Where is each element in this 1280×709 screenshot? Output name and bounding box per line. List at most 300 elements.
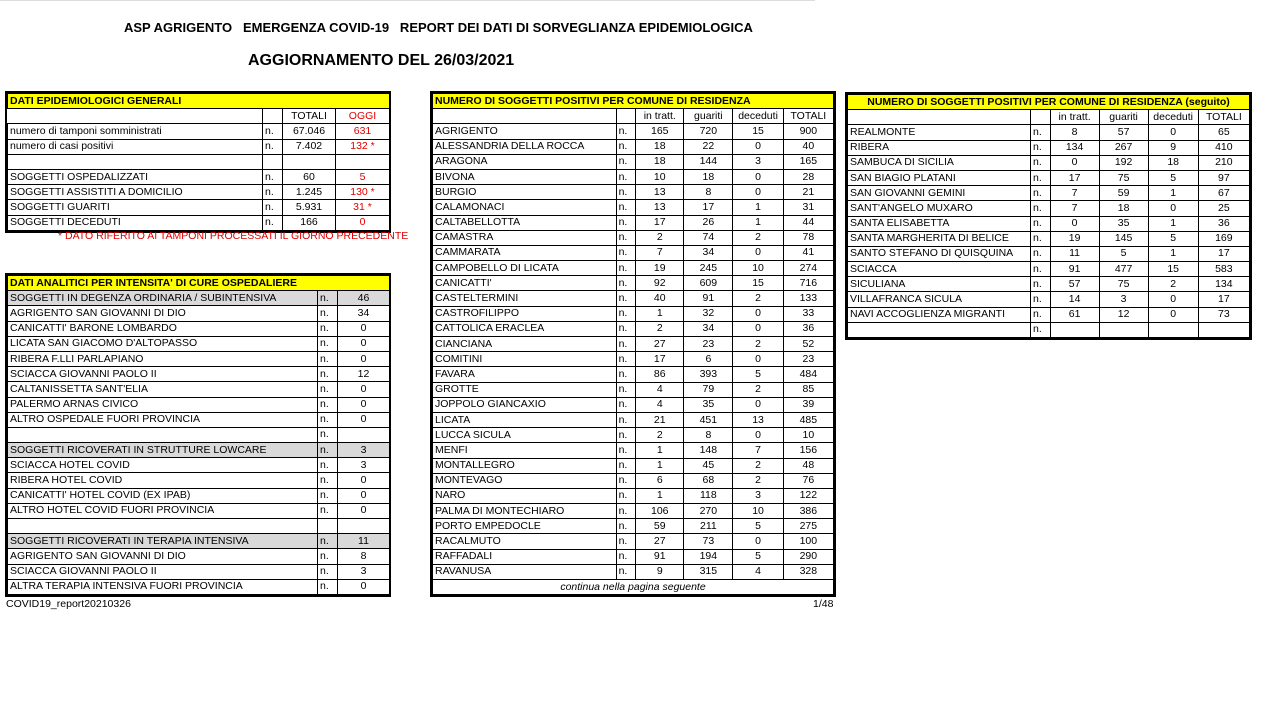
deceduti: 10 xyxy=(733,261,783,276)
comune-name: SANTA MARGHERITA DI BELICE xyxy=(848,231,1031,246)
totali: 48 xyxy=(783,458,833,473)
guariti: 477 xyxy=(1099,262,1148,277)
in-trattamento: 27 xyxy=(636,337,684,352)
comune-name: NAVI ACCOGLIENZA MIGRANTI xyxy=(848,307,1031,322)
comune-row xyxy=(433,473,834,488)
column-header: in tratt. xyxy=(636,109,684,124)
row-value: 0 xyxy=(338,412,390,427)
totali: 10 xyxy=(783,428,833,443)
comune-row xyxy=(433,382,834,397)
comune-name: SANTO STEFANO DI QUISQUINA xyxy=(848,246,1031,261)
in-trattamento: 0 xyxy=(1050,155,1099,170)
continua-note: continua nella pagina seguente xyxy=(433,580,834,595)
guariti: 12 xyxy=(1099,307,1148,322)
in-trattamento: 10 xyxy=(636,169,684,184)
totali: 134 xyxy=(1198,277,1249,292)
totali: 169 xyxy=(1198,231,1249,246)
comune-name: SAN GIOVANNI GEMINI xyxy=(848,186,1031,201)
guariti: 17 xyxy=(684,200,733,215)
hospital-row xyxy=(8,306,390,321)
comune-row xyxy=(433,276,834,291)
deceduti: 0 xyxy=(733,306,783,321)
comune-row xyxy=(433,443,834,458)
row-unit: n. xyxy=(318,306,338,321)
comune-row xyxy=(848,277,1250,292)
row-oggi: 631 xyxy=(336,124,390,139)
guariti: 34 xyxy=(684,245,733,260)
guariti: 6 xyxy=(684,352,733,367)
row-unit: n. xyxy=(318,579,338,594)
guariti: 59 xyxy=(1099,186,1148,201)
deceduti: 3 xyxy=(733,154,783,169)
comune-name xyxy=(848,322,1031,337)
deceduti: 10 xyxy=(733,504,783,519)
deceduti: 0 xyxy=(733,321,783,336)
row-label: SOGGETTI GUARITI xyxy=(8,200,263,215)
footer-page: 1/48 xyxy=(813,598,834,610)
row-total: 5.931 xyxy=(283,200,336,215)
row-label: PALERMO ARNAS CIVICO xyxy=(8,397,318,412)
totali: 33 xyxy=(783,306,833,321)
comune-row xyxy=(433,352,834,367)
comune-name: NARO xyxy=(433,488,617,503)
hospital-heading: DATI ANALITICI PER INTENSITA' DI CURE OSPEDALIERE xyxy=(8,276,390,291)
comune-name: BIVONA xyxy=(433,169,617,184)
comune-row xyxy=(848,155,1250,170)
row-label: ALTRA TERAPIA INTENSIVA FUORI PROVINCIA xyxy=(8,579,318,594)
comune-row xyxy=(433,321,834,336)
guariti: 5 xyxy=(1099,246,1148,261)
deceduti: 0 xyxy=(1148,307,1198,322)
row-unit: n. xyxy=(616,337,636,352)
totali: 78 xyxy=(783,230,833,245)
row-unit: n. xyxy=(318,564,338,579)
row-unit: n. xyxy=(616,215,636,230)
totali: 484 xyxy=(783,367,833,382)
guariti: 75 xyxy=(1099,277,1148,292)
row-value: 0 xyxy=(338,579,390,594)
row-unit: n. xyxy=(318,351,338,366)
in-trattamento: 19 xyxy=(636,261,684,276)
guariti: 74 xyxy=(684,230,733,245)
hospital-row xyxy=(8,503,390,518)
comune-name: LICATA xyxy=(433,412,617,427)
comune-name: CALAMONACI xyxy=(433,200,617,215)
row-oggi: 0 xyxy=(336,215,390,230)
row-label: CALTANISSETTA SANT'ELIA xyxy=(8,382,318,397)
comuni-heading: NUMERO DI SOGGETTI POSITIVI PER COMUNE DI RESIDENZA xyxy=(433,94,834,109)
in-trattamento: 6 xyxy=(636,473,684,488)
comune-row xyxy=(433,564,834,579)
hospital-row xyxy=(8,443,390,458)
row-unit: n. xyxy=(616,185,636,200)
totali: 65 xyxy=(1198,125,1249,140)
guariti: 451 xyxy=(684,412,733,427)
row-value: 3 xyxy=(338,458,390,473)
totali: 67 xyxy=(1198,186,1249,201)
guariti: 145 xyxy=(1099,231,1148,246)
in-trattamento: 57 xyxy=(1050,277,1099,292)
deceduti: 0 xyxy=(733,245,783,260)
row-unit: n. xyxy=(616,169,636,184)
comune-row xyxy=(433,139,834,154)
deceduti: 2 xyxy=(733,337,783,352)
deceduti: 5 xyxy=(733,367,783,382)
row-label: SOGGETTI ASSISTITI A DOMICILIO xyxy=(8,185,263,200)
comune-name: MONTEVAGO xyxy=(433,473,617,488)
row-unit: n. xyxy=(616,367,636,382)
row-unit: n. xyxy=(616,154,636,169)
totali: 17 xyxy=(1198,246,1249,261)
row-unit: n. xyxy=(616,245,636,260)
row-value: 34 xyxy=(338,306,390,321)
row-value: 11 xyxy=(338,534,390,549)
deceduti: 2 xyxy=(733,230,783,245)
hospital-row xyxy=(8,367,390,382)
hospital-row xyxy=(8,458,390,473)
column-header-row xyxy=(848,110,1250,125)
row-value: 8 xyxy=(338,549,390,564)
deceduti: 5 xyxy=(733,519,783,534)
comune-name: AGRIGENTO xyxy=(433,124,617,139)
guariti: 57 xyxy=(1099,125,1148,140)
deceduti: 0 xyxy=(733,397,783,412)
in-trattamento: 0 xyxy=(1050,216,1099,231)
row-oggi: 132 * xyxy=(336,139,390,154)
row-label: SOGGETTI RICOVERATI IN TERAPIA INTENSIVA xyxy=(8,534,318,549)
row-unit: n. xyxy=(318,443,338,458)
totali: 44 xyxy=(783,215,833,230)
row-unit: n. xyxy=(1030,246,1050,261)
row-unit xyxy=(318,519,338,534)
deceduti: 2 xyxy=(733,382,783,397)
in-trattamento: 1 xyxy=(636,306,684,321)
row-label: RIBERA HOTEL COVID xyxy=(8,473,318,488)
guariti: 148 xyxy=(684,443,733,458)
guariti: 45 xyxy=(684,458,733,473)
deceduti: 3 xyxy=(733,488,783,503)
row-unit: n. xyxy=(318,549,338,564)
guariti: 118 xyxy=(684,488,733,503)
totali: 85 xyxy=(783,382,833,397)
totali: 410 xyxy=(1198,140,1249,155)
row-unit: n. xyxy=(1030,216,1050,231)
comune-row xyxy=(848,201,1250,216)
row-label: numero di tamponi somministrati xyxy=(8,124,263,139)
guariti: 18 xyxy=(1099,201,1148,216)
row-oggi: 31 * xyxy=(336,200,390,215)
guariti: 32 xyxy=(684,306,733,321)
deceduti: 1 xyxy=(1148,246,1198,261)
deceduti: 13 xyxy=(733,412,783,427)
deceduti xyxy=(1148,322,1198,337)
comune-row xyxy=(848,125,1250,140)
totali: 21 xyxy=(783,185,833,200)
comune-row xyxy=(433,306,834,321)
row-value: 0 xyxy=(338,397,390,412)
row-unit xyxy=(263,154,283,169)
comune-name: MENFI xyxy=(433,443,617,458)
comune-name: ALESSANDRIA DELLA ROCCA xyxy=(433,139,617,154)
totali: 52 xyxy=(783,337,833,352)
comune-name: REALMONTE xyxy=(848,125,1031,140)
row-label xyxy=(8,427,318,442)
guariti: 68 xyxy=(684,473,733,488)
deceduti: 0 xyxy=(1148,125,1198,140)
totali: 900 xyxy=(783,124,833,139)
row-unit: n. xyxy=(616,458,636,473)
comune-name: BURGIO xyxy=(433,185,617,200)
row-oggi xyxy=(336,154,390,169)
guariti: 79 xyxy=(684,382,733,397)
general-data-box xyxy=(5,91,391,233)
hospital-row xyxy=(8,549,390,564)
row-unit: n. xyxy=(616,291,636,306)
comune-name: LUCCA SICULA xyxy=(433,428,617,443)
deceduti: 15 xyxy=(1148,262,1198,277)
row-total xyxy=(283,154,336,169)
row-label: CANICATTI' BARONE LOMBARDO xyxy=(8,321,318,336)
deceduti: 1 xyxy=(1148,216,1198,231)
deceduti: 2 xyxy=(733,458,783,473)
row-unit: n. xyxy=(616,230,636,245)
totali: 76 xyxy=(783,473,833,488)
in-trattamento: 106 xyxy=(636,504,684,519)
deceduti: 5 xyxy=(1148,170,1198,185)
row-unit: n. xyxy=(1030,307,1050,322)
general-row xyxy=(8,169,390,184)
column-header: deceduti xyxy=(1148,110,1198,125)
comune-name: SANTA ELISABETTA xyxy=(848,216,1031,231)
totali: 23 xyxy=(783,352,833,367)
comune-row xyxy=(433,397,834,412)
row-unit: n. xyxy=(318,397,338,412)
guariti: 34 xyxy=(684,321,733,336)
row-label: SOGGETTI RICOVERATI IN STRUTTURE LOWCARE xyxy=(8,443,318,458)
comune-row xyxy=(433,337,834,352)
in-trattamento: 7 xyxy=(1050,186,1099,201)
row-value: 0 xyxy=(338,321,390,336)
row-label: SCIACCA HOTEL COVID xyxy=(8,458,318,473)
in-trattamento: 1 xyxy=(636,488,684,503)
comune-name: CAMMARATA xyxy=(433,245,617,260)
column-header: in tratt. xyxy=(1050,110,1099,125)
row-unit: n. xyxy=(1030,125,1050,140)
row-value: 0 xyxy=(338,336,390,351)
general-heading: DATI EPIDEMIOLOGICI GENERALI xyxy=(8,94,390,109)
totali: 156 xyxy=(783,443,833,458)
hospital-row xyxy=(8,291,390,306)
col-totali: TOTALI xyxy=(283,109,336,124)
guariti: 18 xyxy=(684,169,733,184)
row-value: 0 xyxy=(338,351,390,366)
in-trattamento: 1 xyxy=(636,458,684,473)
comune-row xyxy=(433,549,834,564)
hospital-row xyxy=(8,564,390,579)
comune-row xyxy=(848,170,1250,185)
totali: 165 xyxy=(783,154,833,169)
row-value: 0 xyxy=(338,382,390,397)
totali: 386 xyxy=(783,504,833,519)
comuni-box xyxy=(430,91,836,597)
row-value: 0 xyxy=(338,473,390,488)
hospital-row xyxy=(8,519,390,534)
comuni-table xyxy=(432,93,834,595)
totali: 41 xyxy=(783,245,833,260)
comune-row xyxy=(848,322,1250,337)
row-unit: n. xyxy=(616,397,636,412)
in-trattamento: 2 xyxy=(636,230,684,245)
guariti: 267 xyxy=(1099,140,1148,155)
comune-row xyxy=(433,291,834,306)
in-trattamento: 17 xyxy=(636,215,684,230)
row-unit: n. xyxy=(318,382,338,397)
column-header: TOTALI xyxy=(1198,110,1249,125)
row-value: 3 xyxy=(338,443,390,458)
comune-row xyxy=(433,215,834,230)
row-value: 0 xyxy=(338,488,390,503)
guariti: 192 xyxy=(1099,155,1148,170)
deceduti: 15 xyxy=(733,276,783,291)
in-trattamento: 9 xyxy=(636,564,684,579)
comune-row xyxy=(433,488,834,503)
comune-row xyxy=(848,307,1250,322)
row-unit: n. xyxy=(1030,140,1050,155)
deceduti: 0 xyxy=(1148,201,1198,216)
column-header: TOTALI xyxy=(783,109,833,124)
deceduti: 2 xyxy=(733,291,783,306)
in-trattamento xyxy=(1050,322,1099,337)
column-header: guariti xyxy=(1099,110,1148,125)
totali: 100 xyxy=(783,534,833,549)
row-unit: n. xyxy=(263,200,283,215)
totali: 31 xyxy=(783,200,833,215)
deceduti: 7 xyxy=(733,443,783,458)
row-unit: n. xyxy=(263,185,283,200)
comune-name: SANT'ANGELO MUXARO xyxy=(848,201,1031,216)
totali: 328 xyxy=(783,564,833,579)
hospital-row xyxy=(8,397,390,412)
row-value xyxy=(338,519,390,534)
row-label: CANICATTI' HOTEL COVID (EX IPAB) xyxy=(8,488,318,503)
column-header: deceduti xyxy=(733,109,783,124)
row-unit: n. xyxy=(318,412,338,427)
general-row xyxy=(8,154,390,169)
row-unit: n. xyxy=(616,200,636,215)
comune-row xyxy=(433,124,834,139)
guariti: 8 xyxy=(684,428,733,443)
row-value xyxy=(338,427,390,442)
row-unit: n. xyxy=(616,352,636,367)
hospital-row xyxy=(8,321,390,336)
comune-row xyxy=(433,504,834,519)
in-trattamento: 11 xyxy=(1050,246,1099,261)
hospital-row xyxy=(8,412,390,427)
comuni2-table xyxy=(847,94,1250,338)
comune-name: CANICATTI' xyxy=(433,276,617,291)
row-unit: n. xyxy=(1030,292,1050,307)
row-unit: n. xyxy=(616,473,636,488)
deceduti: 0 xyxy=(733,534,783,549)
comune-name: MONTALLEGRO xyxy=(433,458,617,473)
row-label: SOGGETTI OSPEDALIZZATI xyxy=(8,169,263,184)
comune-row xyxy=(848,262,1250,277)
deceduti: 4 xyxy=(733,564,783,579)
guariti: 393 xyxy=(684,367,733,382)
general-row xyxy=(8,139,390,154)
totali: 122 xyxy=(783,488,833,503)
row-label: SOGGETTI DECEDUTI xyxy=(8,215,263,230)
row-unit: n. xyxy=(263,215,283,230)
deceduti: 5 xyxy=(733,549,783,564)
guariti: 26 xyxy=(684,215,733,230)
totali: 40 xyxy=(783,139,833,154)
totali: 39 xyxy=(783,397,833,412)
guariti: 270 xyxy=(684,504,733,519)
row-unit: n. xyxy=(318,336,338,351)
hospital-row xyxy=(8,382,390,397)
guariti: 22 xyxy=(684,139,733,154)
row-label xyxy=(8,519,318,534)
row-unit: n. xyxy=(616,124,636,139)
hospital-table xyxy=(7,275,390,595)
general-row xyxy=(8,215,390,230)
hospital-row xyxy=(8,336,390,351)
comune-name: PORTO EMPEDOCLE xyxy=(433,519,617,534)
comune-row xyxy=(848,140,1250,155)
row-unit: n. xyxy=(263,169,283,184)
row-unit: n. xyxy=(318,291,338,306)
deceduti: 15 xyxy=(733,124,783,139)
blank-cell xyxy=(616,109,636,124)
row-oggi: 5 xyxy=(336,169,390,184)
comune-name: SAN BIAGIO PLATANI xyxy=(848,170,1031,185)
row-unit: n. xyxy=(1030,155,1050,170)
row-label: AGRIGENTO SAN GIOVANNI DI DIO xyxy=(8,549,318,564)
in-trattamento: 13 xyxy=(636,185,684,200)
guariti: 211 xyxy=(684,519,733,534)
blank-cell xyxy=(1030,110,1050,125)
col-oggi: OGGI xyxy=(336,109,390,124)
row-label: numero di casi positivi xyxy=(8,139,263,154)
comune-name: SAMBUCA DI SICILIA xyxy=(848,155,1031,170)
comune-row xyxy=(433,185,834,200)
blank-cell xyxy=(433,109,617,124)
row-unit: n. xyxy=(616,519,636,534)
row-value: 3 xyxy=(338,564,390,579)
row-unit: n. xyxy=(318,503,338,518)
comune-name: CASTROFILIPPO xyxy=(433,306,617,321)
row-label: ALTRO OSPEDALE FUORI PROVINCIA xyxy=(8,412,318,427)
totali: 274 xyxy=(783,261,833,276)
guariti: 35 xyxy=(684,397,733,412)
totali: 73 xyxy=(1198,307,1249,322)
guariti xyxy=(1099,322,1148,337)
row-total: 7.402 xyxy=(283,139,336,154)
comune-name: CAMPOBELLO DI LICATA xyxy=(433,261,617,276)
row-unit: n. xyxy=(616,139,636,154)
guariti: 23 xyxy=(684,337,733,352)
hospital-row xyxy=(8,351,390,366)
comune-row xyxy=(433,428,834,443)
in-trattamento: 7 xyxy=(636,245,684,260)
row-unit: n. xyxy=(616,428,636,443)
column-header-row xyxy=(433,109,834,124)
in-trattamento: 91 xyxy=(1050,262,1099,277)
row-unit: n. xyxy=(616,306,636,321)
in-trattamento: 27 xyxy=(636,534,684,549)
comune-row xyxy=(848,186,1250,201)
